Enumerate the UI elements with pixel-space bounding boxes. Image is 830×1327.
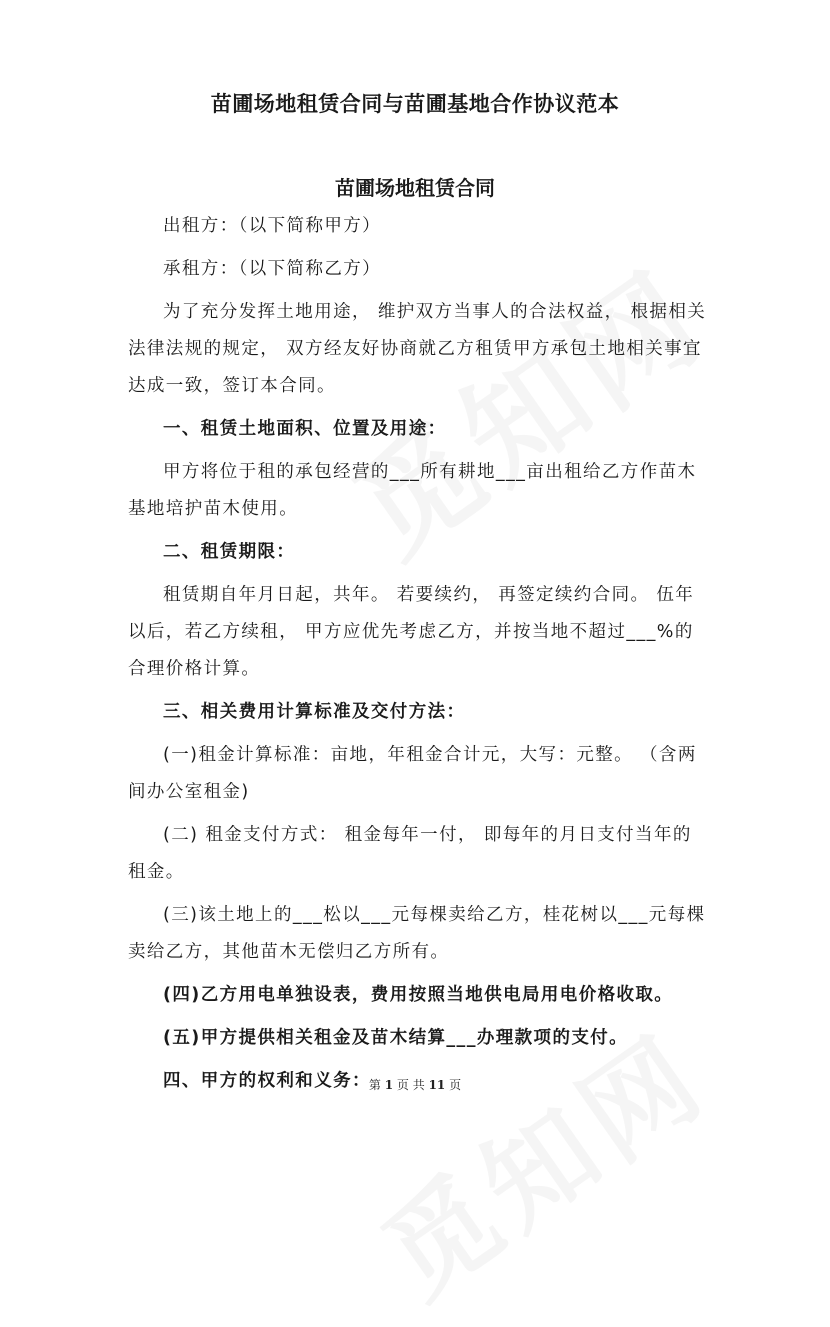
footer-middle: 页 共: [396, 1078, 425, 1092]
section-heading-3: 三、相关费用计算标准及交付方法：: [163, 702, 466, 722]
section-2-paragraph: 租赁期自年月日起，共年。 若要续约， 再签定续约合同。 伍年以后，若乙方续租， 甲方应优先考虑乙方，并按当地不超过___%的合理价格计算。: [128, 585, 695, 679]
lessor-line: 出租方：（以下简称甲方）: [163, 216, 382, 236]
section-heading-2: 二、租赁期限：: [163, 542, 296, 562]
clause-3-4: (四)乙方用电单独设表，费用按照当地供电局用电价格收取。: [163, 985, 674, 1005]
footer-prefix: 第: [368, 1078, 381, 1092]
clause-3-3: (三)该土地上的___松以___元每棵卖给乙方，桂花树以___元每棵卖给乙方，其他苗木无偿归乙方所有。: [128, 905, 706, 962]
preamble-paragraph: 为了充分发挥土地用途， 维护双方当事人的合法权益， 根据相关法律法规的规定， 双方经友好协商就乙方租赁甲方承包土地相关事宜达成一致，签订本合同。: [128, 302, 707, 396]
clause-3-2: (二) 租金支付方式： 租金每年一付， 即每年的月日支付当年的租金。: [128, 825, 692, 882]
section-heading-1: 一、租赁土地面积、位置及用途：: [163, 419, 447, 439]
clause-3-1: (一)租金计算标准：亩地，年租金合计元，大写：元整。 （含两间办公室租金): [128, 745, 697, 802]
section-heading-4: 四、甲方的权利和义务：: [163, 1071, 371, 1091]
contract-title: 苗圃场地租赁合同: [335, 176, 495, 200]
section-1-paragraph: 甲方将位于租的承包经营的___所有耕地___亩出租给乙方作苗木基地培护苗木使用。: [128, 462, 697, 519]
footer-suffix: 页: [449, 1078, 462, 1092]
document-title: 苗圃场地租赁合同与苗圃基地合作协议范本: [210, 92, 620, 116]
lessee-line: 承租方：（以下简称乙方）: [163, 259, 382, 279]
page-total: 11: [428, 1078, 446, 1092]
page-number: 1: [384, 1078, 394, 1092]
page-footer: [0, 1076, 830, 1093]
document-body: [128, 208, 708, 1100]
clause-3-5: (五)甲方提供相关租金及苗木结算___办理款项的支付。: [163, 1028, 629, 1048]
